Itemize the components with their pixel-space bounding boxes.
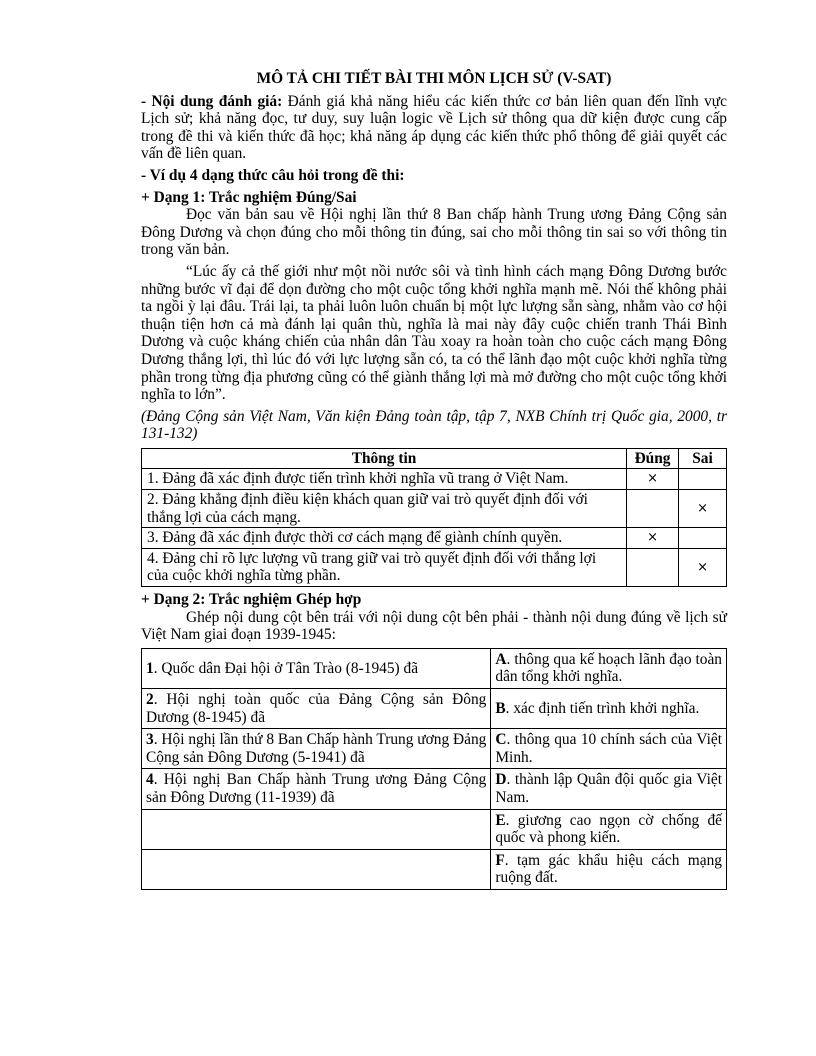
right-item-text: . thành lập Quân đội quốc gia Việt Nam. xyxy=(495,771,722,806)
left-item xyxy=(142,648,491,688)
right-item-letter: B xyxy=(495,699,506,717)
true-mark: × xyxy=(627,469,679,490)
false-mark xyxy=(679,528,727,549)
left-item-text: . Hội nghị toàn quốc của Đảng Cộng sản Đông Dương (8-1945) đã xyxy=(146,691,487,726)
false-mark xyxy=(679,469,727,490)
examples-heading: - Ví dụ 4 dạng thức câu hỏi trong đề thi: xyxy=(141,166,405,184)
type2-heading: + Dạng 2: Trắc nghiệm Ghép hợp xyxy=(141,591,362,609)
left-item xyxy=(142,689,491,729)
right-item xyxy=(491,689,727,729)
left-item xyxy=(142,809,491,849)
right-item-text: . tạm gác khẩu hiệu cách mạng ruộng đất. xyxy=(495,851,722,887)
right-item-letter: D xyxy=(495,771,507,789)
table-row xyxy=(142,490,727,528)
statement-text: 4. Đảng chỉ rõ lực lượng vũ trang giữ vai trò quyết định đối với thắng lợi của cuộc khởi nghĩa từng phần. xyxy=(142,548,627,586)
right-item xyxy=(491,809,727,849)
type1-citation: (Đảng Cộng sản Việt Nam, Văn kiện Đảng toàn tập, tập 7, NXB Chính trị Quốc gia, 2000, tr 131-132) xyxy=(141,407,727,443)
right-item-letter: F xyxy=(495,851,505,869)
table-row xyxy=(142,548,727,586)
left-item-number: 2 xyxy=(146,691,154,708)
matching-table xyxy=(141,648,727,890)
type2-instruction: Ghép nội dung cột bên trái với nội dung cột bên phải - thành nội dung đúng về lịch sử Việt Nam giai đoạn 1939-1945: xyxy=(141,608,727,644)
table-header-row xyxy=(142,448,727,469)
false-mark: × xyxy=(679,490,727,528)
table-row xyxy=(142,528,727,549)
right-item xyxy=(491,769,727,809)
left-item-number: 4 xyxy=(146,771,154,789)
true-mark xyxy=(627,548,679,586)
right-item-text: . xác định tiến trình khởi nghĩa. xyxy=(505,699,700,717)
document-page xyxy=(141,70,727,890)
type1-heading: + Dạng 1: Trắc nghiệm Đúng/Sai xyxy=(141,188,357,206)
left-item xyxy=(142,769,491,809)
left-item xyxy=(142,849,491,889)
left-item xyxy=(142,729,491,769)
table-row xyxy=(142,729,727,769)
content-text: Đánh giá khả năng hiểu các kiến thức cơ bản liên quan đến lĩnh vực Lịch sử; khả năng đọc, tư duy, suy luận logic về Lịch sử thông qua dữ kiện được cung cấp trong đề thi và kiến thức đã học; khả năng áp dụng các kiến thức phổ thông để giải quyết các vấn đề liên quan. xyxy=(141,92,727,163)
right-item xyxy=(491,849,727,889)
table-row xyxy=(142,469,727,490)
right-item-letter: C xyxy=(495,731,507,749)
true-mark: × xyxy=(627,528,679,549)
header-true: Đúng xyxy=(627,448,679,469)
statement-text: 3. Đảng đã xác định được thời cơ cách mạng để giành chính quyền. xyxy=(142,528,627,549)
header-info: Thông tin xyxy=(142,448,627,469)
table-row xyxy=(142,689,727,729)
true-false-table xyxy=(141,448,727,587)
content-label: - Nội dung đánh giá: xyxy=(141,92,283,110)
false-mark: × xyxy=(679,548,727,586)
right-item-text: . thông qua 10 chính sách của Việt Minh. xyxy=(495,731,722,766)
right-item-text: . giương cao ngọn cờ chống đế quốc và phong kiến. xyxy=(495,811,722,847)
statement-text: 2. Đảng khẳng định điều kiện khách quan giữ vai trò quyết định đối với thắng lợi của cách mạng. xyxy=(142,490,627,528)
type1-quote: “Lúc ấy cả thế giới như một nồi nước sôi và tình hình cách mạng Đông Dương bước những bước vĩ đại để dọn đường cho một cuộc tổng khởi nghĩa mạnh mẽ. Nói thế không phải ta ngồi ỳ lại đâu. Trái lại, ta phải luôn luôn chuẩn bị một lực lượng sẵn sàng, nhằm vào cơ hội thuận tiện hơn cả mà đánh lại quân thù, nghĩa là mai này đây cuộc chiến tranh Thái Bình Dương và cuộc kháng chiến của nhân dân Tàu xoay ra hoàn toàn cho cuộc cách mạng Đông Dương thắng lợi, thì lúc đó với lực lượng sẵn có, ta có thể lãnh đạo một cuộc khởi nghĩa từng phần trong từng địa phương cũng có thể giành thắng lợi mà mở đường cho một cuộc tổng khởi nghĩa to lớn”. xyxy=(141,262,727,404)
page-title: MÔ TẢ CHI TIẾT BÀI THI MÔN LỊCH SỬ (V-SAT) xyxy=(256,70,612,87)
right-item-letter: E xyxy=(495,811,506,829)
type1-instruction: Đọc văn bản sau về Hội nghị lần thứ 8 Ban chấp hành Trung ương Đảng Cộng sản Đông Dương và chọn đúng cho mỗi thông tin đúng, sai cho mỗi thông tin sai so với thông tin trong văn bản. xyxy=(141,206,727,259)
right-item xyxy=(491,648,727,688)
right-item xyxy=(491,729,727,769)
header-false: Sai xyxy=(679,448,727,469)
left-item-number: 3 xyxy=(146,731,154,749)
left-item-number: 1 xyxy=(146,659,154,677)
right-item-letter: A xyxy=(495,650,507,668)
left-item-text: . Hội nghị Ban Chấp hành Trung ương Đảng Cộng sản Đông Dương (11-1939) đã xyxy=(146,771,487,806)
table-row xyxy=(142,769,727,809)
statement-text: 1. Đảng đã xác định được tiến trình khởi nghĩa vũ trang ở Việt Nam. xyxy=(142,469,627,490)
table-row xyxy=(142,849,727,889)
true-mark xyxy=(627,490,679,528)
table-row xyxy=(142,648,727,688)
right-item-text: . thông qua kế hoạch lãnh đạo toàn dân tổng khởi nghĩa. xyxy=(495,650,722,686)
table-row xyxy=(142,809,727,849)
left-item-text: . Quốc dân Đại hội ở Tân Trào (8-1945) đã xyxy=(153,659,419,677)
content-paragraph xyxy=(141,93,727,163)
left-item-text: . Hội nghị lần thứ 8 Ban Chấp hành Trung ương Đảng Cộng sản Đông Dương (5-1941) đã xyxy=(146,731,487,766)
